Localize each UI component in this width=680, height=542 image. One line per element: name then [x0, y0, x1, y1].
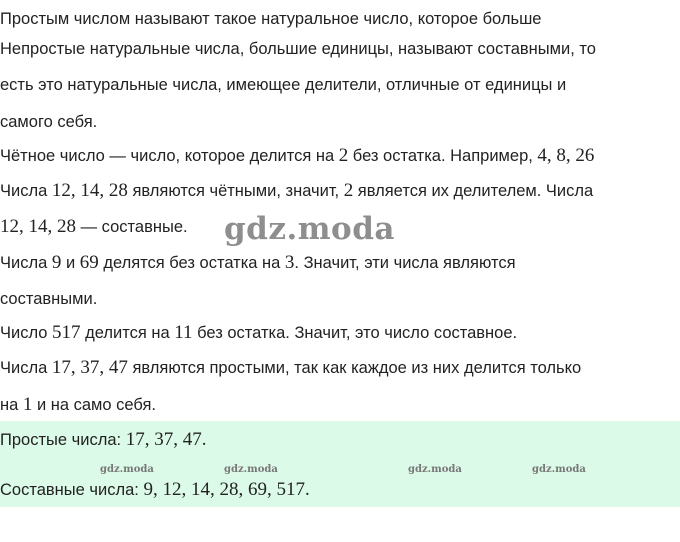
- nine-text: Числа: [0, 254, 52, 272]
- number: 9: [51, 252, 62, 273]
- text-line-3: есть это натуральные числа, имеющее делители, отличные от единицы и: [0, 76, 567, 94]
- text-line-2: Непростые натуральные числа, большие единицы, называют составными, то: [0, 40, 596, 58]
- primes-text: и на само себя.: [32, 396, 157, 414]
- primes-text: являются простыми, так как каждое из них делится только: [127, 359, 582, 377]
- answer-prime-numbers: 17, 37, 47.: [125, 429, 207, 450]
- text-line-4: самого себя.: [0, 113, 98, 131]
- watermark-logo: gdz.moda: [224, 211, 395, 247]
- answer-label: Составные числа:: [0, 481, 144, 499]
- number-two: 2: [338, 145, 349, 166]
- prime-numbers: 17, 37, 47: [51, 357, 128, 378]
- primes-line-2: [0, 394, 156, 416]
- watermark-small: gdz.moda: [100, 464, 154, 475]
- primes-line-1: [0, 357, 581, 379]
- five-text: Число: [0, 324, 53, 342]
- answer-composites: [0, 479, 310, 501]
- even-text: Чётное число — число, которое делится на: [0, 147, 339, 165]
- even-text: Числа: [0, 182, 52, 200]
- five-text: делится на: [80, 324, 175, 342]
- even-line-1: [0, 145, 594, 167]
- number: 517: [52, 322, 81, 343]
- answer-composite-numbers: 9, 12, 14, 28, 69, 517.: [143, 479, 310, 500]
- five-text: без остатка. Значит, это число составное.: [192, 324, 518, 342]
- watermark-small: gdz.moda: [532, 464, 586, 475]
- watermark-small: gdz.moda: [224, 464, 278, 475]
- even-line-2: [0, 180, 593, 202]
- even-text: без остатка. Например,: [348, 147, 538, 165]
- number: 1: [22, 394, 33, 415]
- even-text: являются чётными, значит,: [127, 182, 344, 200]
- nine-text: делятся без остатка на: [98, 254, 285, 272]
- even-text: является их делителем. Числа: [353, 182, 594, 200]
- answer-label: Простые числа:: [0, 431, 126, 449]
- primes-text: Числа: [0, 359, 52, 377]
- even-line-3: [0, 216, 188, 238]
- even-examples: 4, 8, 26: [537, 145, 595, 166]
- number: 11: [174, 322, 193, 343]
- number: 69: [79, 252, 99, 273]
- five-line: [0, 322, 517, 344]
- number: 3: [284, 252, 295, 273]
- answer-primes: [0, 429, 206, 451]
- even-numbers: 12, 14, 28: [0, 216, 76, 237]
- nine-text: и: [61, 254, 80, 272]
- number-two: 2: [343, 180, 354, 201]
- watermark-small: gdz.moda: [408, 464, 462, 475]
- even-numbers: 12, 14, 28: [51, 180, 128, 201]
- nine-text: . Значит, эти числа являются: [294, 254, 516, 272]
- nine-line-2: составными.: [0, 290, 98, 308]
- primes-text: на: [0, 396, 23, 414]
- text-line-1: Простым числом называют такое натуральное число, которое больше: [0, 10, 542, 28]
- even-text: — составные.: [76, 218, 188, 236]
- nine-line-1: [0, 252, 516, 274]
